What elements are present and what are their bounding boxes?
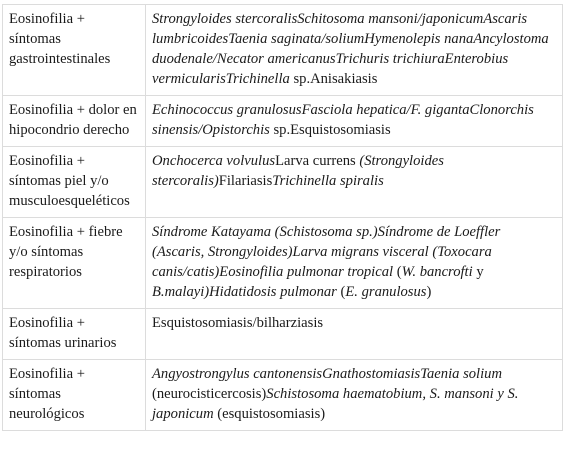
agent-text: Onchocerca volvulus <box>152 153 276 169</box>
agent-text: Schistosoma haematobium, S. mansoni y S. japonicum <box>152 386 519 422</box>
agent-text: y <box>472 264 484 280</box>
condition-cell: Eosinofilia + dolor en hipocondrio derecho <box>3 96 146 147</box>
table-row <box>3 309 563 360</box>
agents-cell <box>146 147 563 218</box>
agent-text: Clonorchis sinensis/Opistorchis <box>152 102 534 138</box>
table-row <box>3 218 563 309</box>
agent-text: Filariasis <box>218 173 273 189</box>
agent-text: ( <box>336 284 346 300</box>
table-row <box>3 360 563 431</box>
agent-text: sp.Anisakiasis <box>289 71 378 87</box>
agent-text: W. bancrofti <box>401 264 473 280</box>
agent-text: Larva currens <box>275 153 360 169</box>
table-row <box>3 5 563 96</box>
agent-text: ) <box>426 284 432 300</box>
condition-cell: Eosinofilia + síntomas urinarios <box>3 309 146 360</box>
agent-text: sp.Esquistosomiasis <box>269 122 391 138</box>
agents-cell <box>146 218 563 309</box>
agent-text: E. granulosus <box>345 284 427 300</box>
condition-cell: Eosinofilia + fiebre y/o síntomas respiratorios <box>3 218 146 309</box>
table-row <box>3 147 563 218</box>
agent-text: Strongyloides stercoralisSchitosoma mansoni/japonicumAscaris lumbricoidesTaenia saginata/soliumHymenolepis nanaAncylostoma duodenale/Necator americanusTrichuris trichiuraEnterobius vermicularisTrichinella <box>152 11 549 87</box>
agent-text: Angyostrongylus cantonensisGnathostomiasisTaenia solium <box>152 366 502 382</box>
condition-cell: Eosinofilia + síntomas gastrointestinales <box>3 5 146 96</box>
agent-text: (Strongyloides stercoralis) <box>152 153 444 189</box>
agent-text: Echinococcus granulosusFasciola hepatica/F. giganta <box>152 102 470 118</box>
eosinophilia-table <box>2 4 563 431</box>
agent-text: Síndrome Katayama (Schistosoma sp.)Síndrome de Loeffler (Ascaris, Strongyloides)Larva migrans visceral (Toxocara canis/catis)Eosinofilia pulmonar tropical <box>152 224 501 280</box>
condition-cell: Eosinofilia + síntomas neurológicos <box>3 360 146 431</box>
agent-text: Esquistosomiasis/bilharziasis <box>152 315 324 331</box>
agent-text: B.malayi)Hidatidosis pulmonar <box>152 284 337 300</box>
agents-cell <box>146 96 563 147</box>
agent-text: Trichinella spiralis <box>272 173 384 189</box>
agents-cell <box>146 309 563 360</box>
agents-cell <box>146 5 563 96</box>
table-body <box>3 5 563 431</box>
agent-text: ( <box>393 264 402 280</box>
agent-text: (esquistosomiasis) <box>213 406 326 422</box>
table-row <box>3 96 563 147</box>
agents-cell <box>146 360 563 431</box>
agent-text: (neurocisticercosis) <box>152 386 267 402</box>
condition-cell: Eosinofilia + síntomas piel y/o musculoesqueléticos <box>3 147 146 218</box>
